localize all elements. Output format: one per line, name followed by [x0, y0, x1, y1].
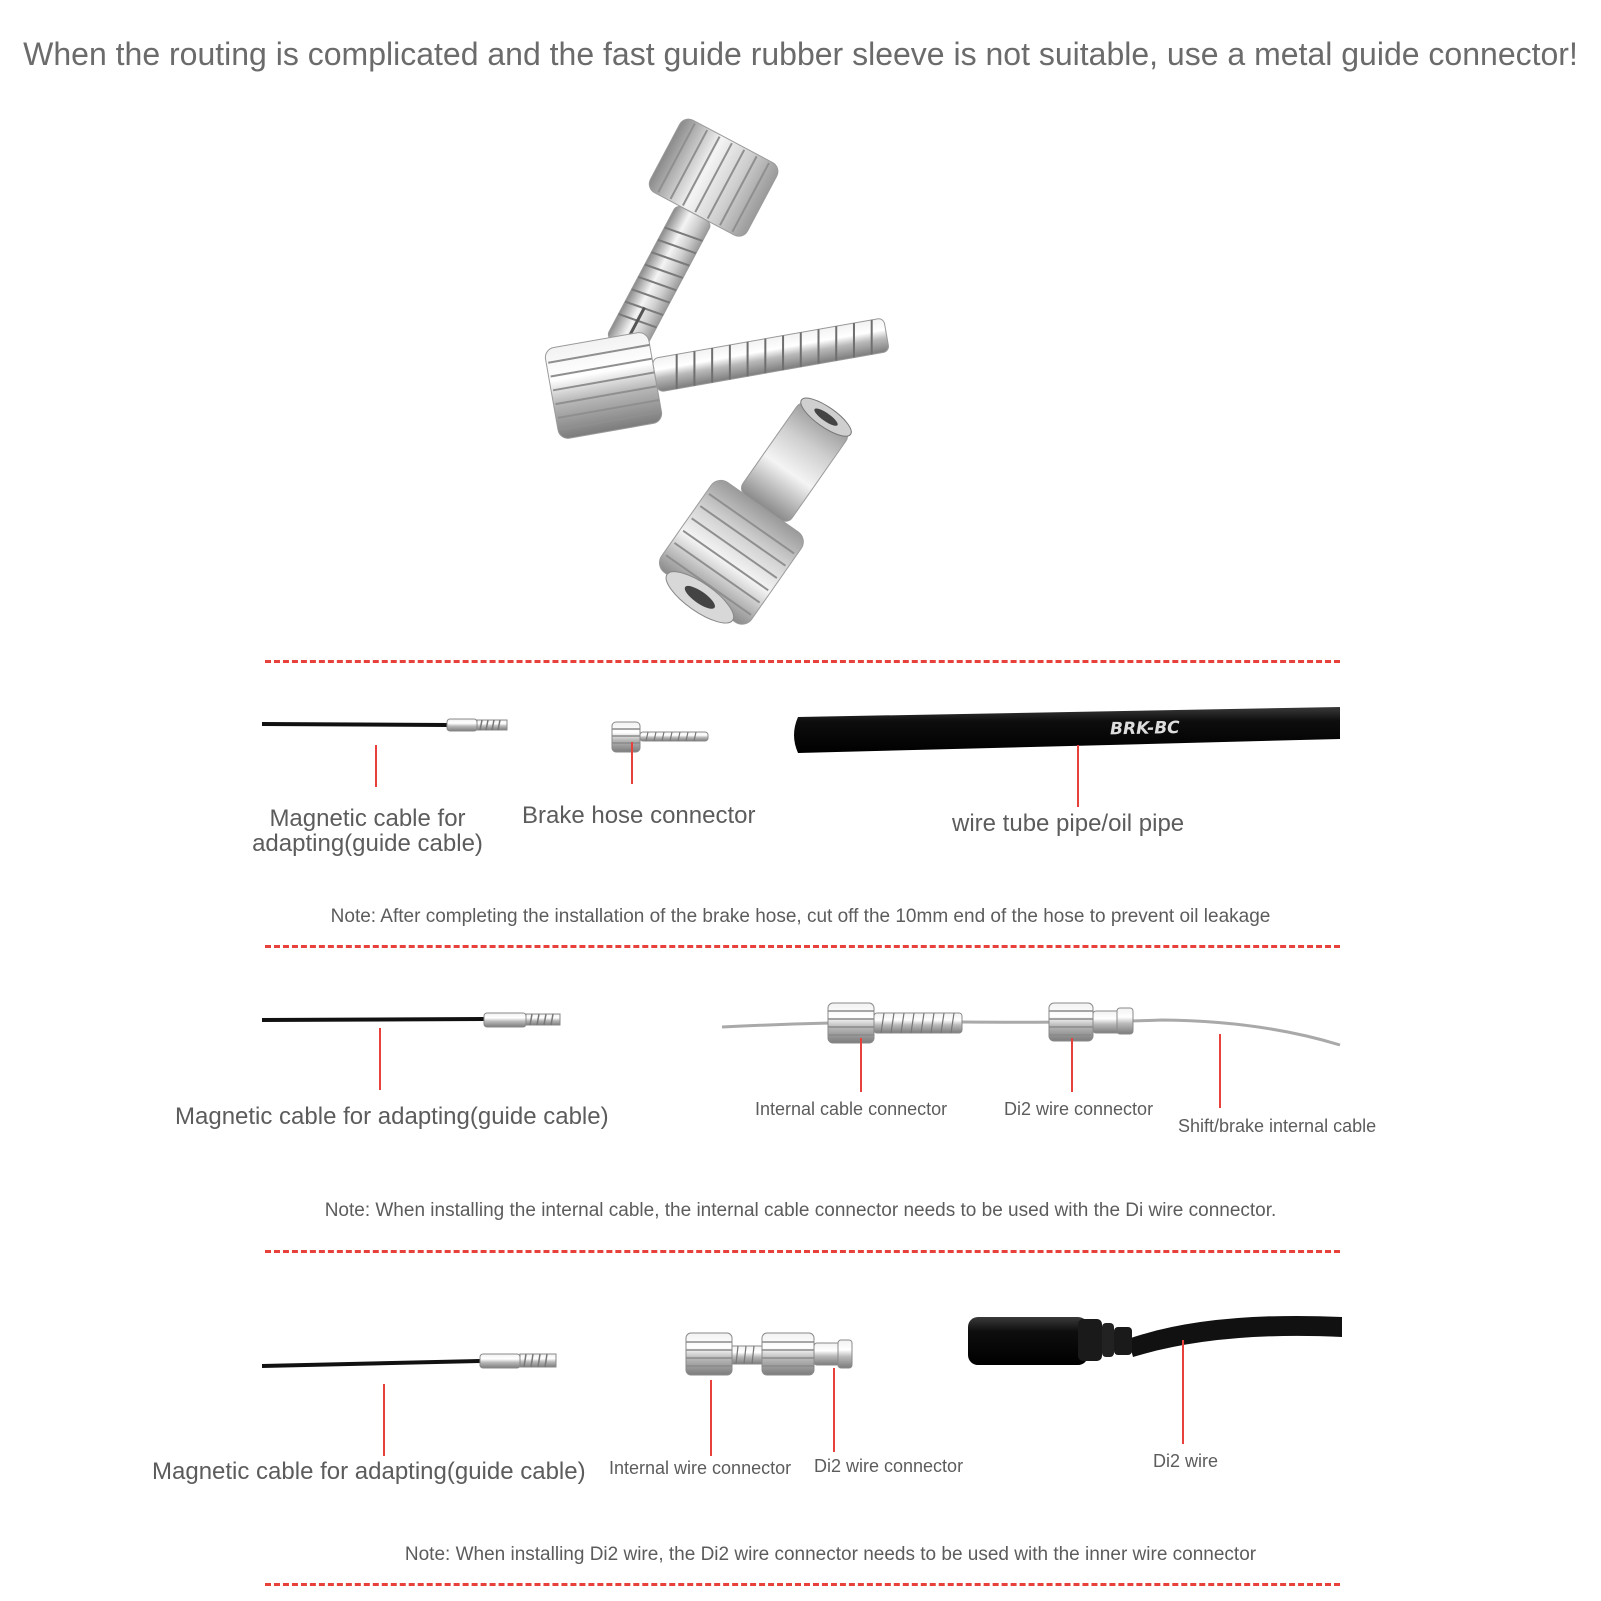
- leader-line: [631, 742, 633, 784]
- note-internal-cable: Note: When installing the internal cable, the internal cable connector needs to be used with the Di wire connector.: [324, 1200, 1277, 1221]
- internal-cable-assembly-image: [722, 995, 1342, 1055]
- leader-line: [710, 1380, 712, 1456]
- leader-line: [860, 1038, 862, 1092]
- section-divider: [265, 945, 1340, 948]
- section-divider: [265, 1583, 1340, 1586]
- magnetic-cable-image: [262, 1346, 582, 1376]
- brake-hose-image: [790, 705, 1340, 755]
- internal-cable-connector-label: Internal cable connector: [755, 1099, 948, 1119]
- magnetic-cable-label: Magnetic cable for adapting(guide cable): [152, 1458, 586, 1485]
- internal-wire-assembly-image: [686, 1330, 866, 1380]
- brake-hose-connector-label: Brake hose connector: [522, 802, 756, 829]
- magnetic-cable-label-line-2: adapting(guide cable): [252, 830, 483, 857]
- magnetic-cable-image: [262, 710, 522, 740]
- di2-wire-label: Di2 wire: [1153, 1451, 1219, 1471]
- leader-line: [1071, 1038, 1073, 1092]
- leader-line: [1077, 745, 1079, 807]
- section-divider: [265, 1250, 1340, 1253]
- magnetic-cable-label: Magnetic cable for adapting(guide cable): [175, 1103, 609, 1130]
- section-divider: [265, 660, 1340, 663]
- leader-line: [379, 1028, 381, 1090]
- brake-hose-connector-small-image: [612, 720, 712, 756]
- leader-line: [1219, 1034, 1221, 1108]
- magnetic-cable-label: [250, 806, 485, 856]
- magnetic-cable-image: [262, 1005, 582, 1035]
- leader-line: [375, 745, 377, 787]
- magnetic-cable-label-line-1: Magnetic cable for: [269, 805, 466, 832]
- internal-wire-connector-label: Internal wire connector: [609, 1458, 792, 1478]
- note-di2-wire: Note: When installing Di2 wire, the Di2 wire connector needs to be used with the inner wire connector: [404, 1544, 1257, 1565]
- connectors-product-image: [540, 110, 940, 630]
- leader-line: [383, 1384, 385, 1456]
- di2-wire-connector-label: Di2 wire connector: [1004, 1099, 1154, 1119]
- di2-wire-connector-label: Di2 wire connector: [814, 1456, 964, 1476]
- leader-line: [1182, 1340, 1184, 1444]
- note-brake-hose: Note: After completing the installation of the brake hose, cut off the 10mm end of the hose to prevent oil leakage: [330, 906, 1271, 927]
- brake-hose-connector-image: [575, 116, 781, 372]
- di2-wire-image: [968, 1305, 1342, 1375]
- shift-brake-cable-label: Shift/brake internal cable: [1178, 1116, 1377, 1136]
- page-title: When the routing is complicated and the fast guide rubber sleeve is not suitable, use a metal guide connector!: [23, 36, 1578, 72]
- leader-line: [833, 1368, 835, 1452]
- wire-tube-label: wire tube pipe/oil pipe: [952, 810, 1185, 837]
- hose-print: BRK-BC: [1109, 717, 1180, 740]
